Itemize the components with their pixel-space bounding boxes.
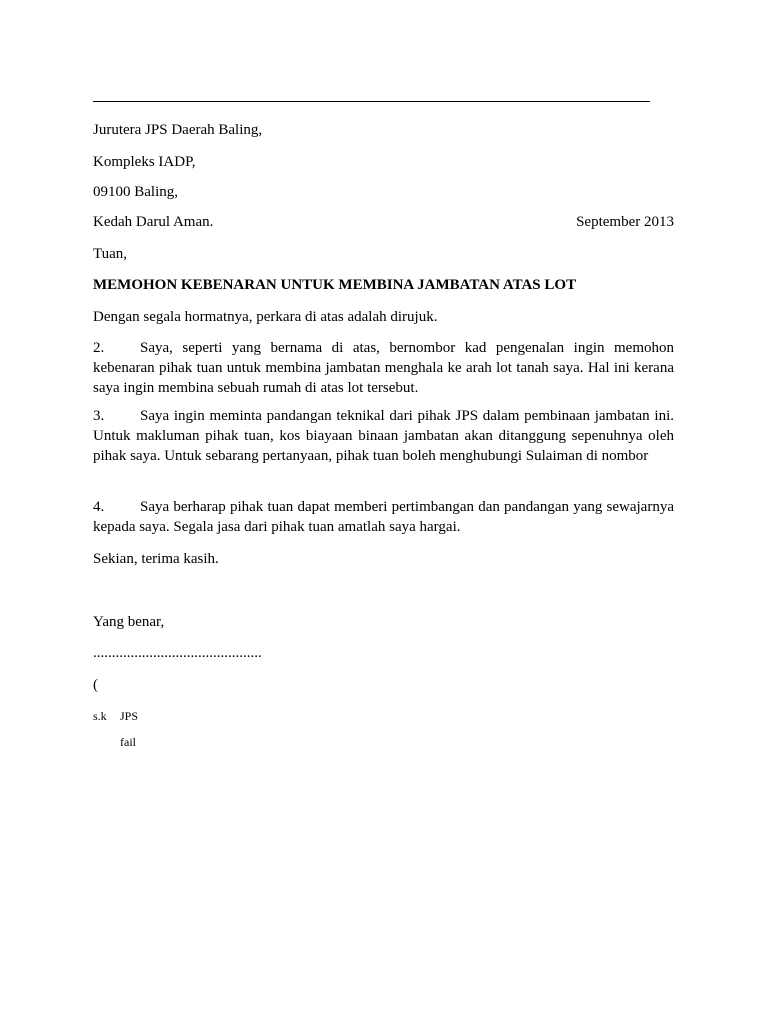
salutation: Tuan, — [93, 246, 128, 262]
recipient-line-2: Kompleks IADP, — [93, 154, 196, 170]
subject-heading: MEMOHON KEBENARAN UNTUK MEMBINA JAMBATAN ATAS LOT — [93, 277, 577, 293]
header-rule — [93, 101, 650, 102]
recipient-line-1: Jurutera JPS Daerah Baling, — [93, 122, 263, 138]
closing-line: Sekian, terima kasih. — [93, 551, 219, 567]
cc-label: s.k — [93, 709, 107, 723]
letter-date: September 2013 — [576, 214, 674, 230]
cc-item-fail: fail — [120, 735, 136, 749]
name-parenthesis: ( — [93, 677, 98, 693]
recipient-line-3: 09100 Baling, — [93, 184, 178, 200]
paragraph-number: 4. — [93, 499, 105, 515]
cc-item-jps: JPS — [120, 709, 139, 723]
signoff: Yang benar, — [93, 614, 165, 630]
paragraph-4 — [93, 497, 674, 537]
signature-line: ............................................. — [93, 645, 262, 661]
recipient-line-4: Kedah Darul Aman. — [93, 214, 214, 230]
paragraph-3 — [93, 406, 674, 466]
paragraph-text: Saya ingin meminta pandangan teknikal dari pihak JPS dalam pembinaan jambatan ini. Untuk makluman pihak tuan, kos biayaan binaan jambatan akan ditanggung sepenuhnya oleh pihak saya. Untuk sebarang pertanyaan, pihak tuan boleh menghubungi Sulaiman di nombor — [93, 408, 674, 464]
paragraph-number: 3. — [93, 408, 105, 424]
paragraph-number: 2. — [93, 340, 105, 356]
paragraph-text: Saya berharap pihak tuan dapat memberi pertimbangan dan pandangan yang sewajarnya kepada saya. Segala jasa dari pihak tuan amatlah saya hargai. — [93, 499, 674, 535]
paragraph-2 — [93, 338, 674, 398]
paragraph-text: Saya, seperti yang bernama di atas, bernombor kad pengenalan ingin memohon kebenaran pihak tuan untuk membina jambatan menghala ke arah lot tanah saya. Hal ini kerana saya ingin membina sebuah rumah di atas lot tersebut. — [93, 340, 674, 396]
intro-paragraph: Dengan segala hormatnya, perkara di atas adalah dirujuk. — [93, 309, 438, 325]
